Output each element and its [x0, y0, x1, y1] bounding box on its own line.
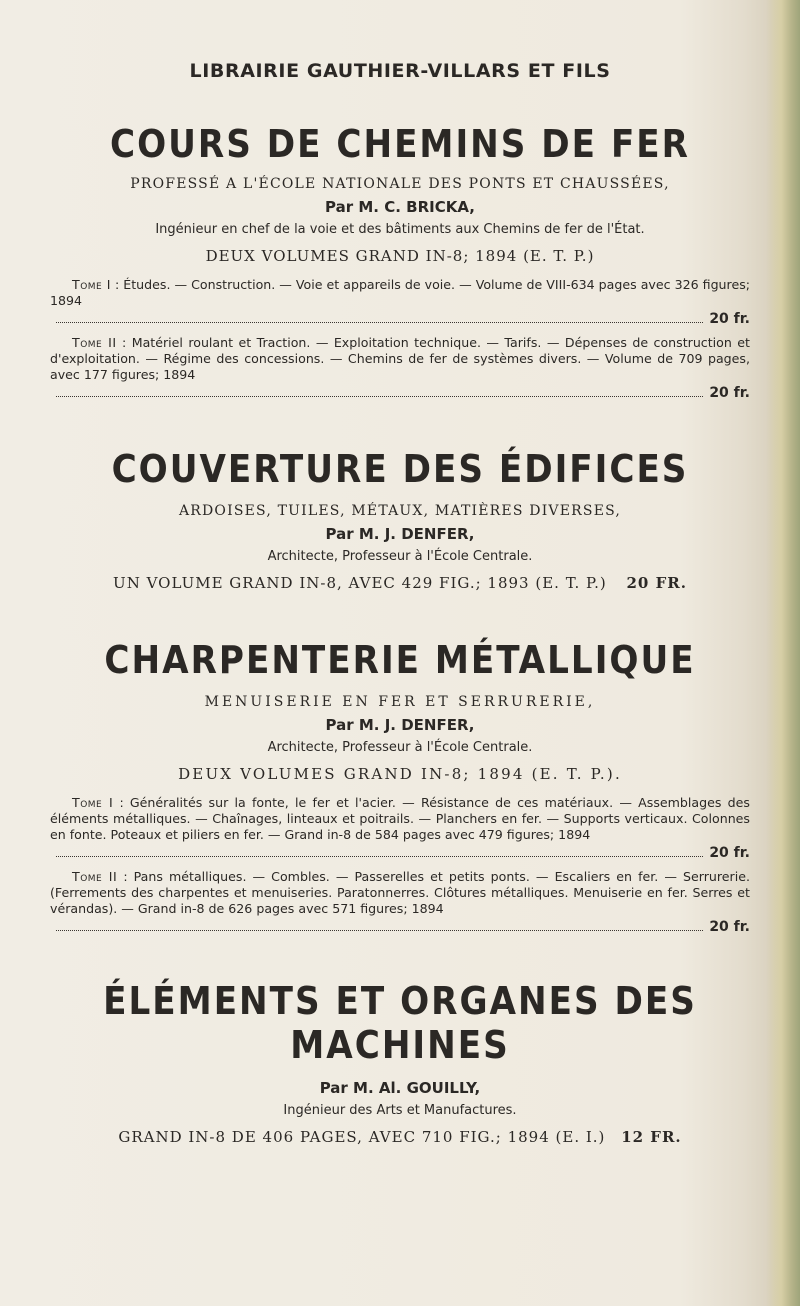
tome-text: : Pans métalliques. — Combles. — Passerelles et petits ponts. — Escaliers en fer. — Serrurerie. (Ferrements des charpentes et menuiseries. Paratonnerres. Clôtures métalliques. Menuiserie en fer. Serres et vérandas). — Grand in-8 de 626 pages avec 571 figures; 1894 [50, 869, 750, 916]
tome-label: Tome II [72, 335, 117, 350]
tome-price: 20 fr. [709, 845, 750, 861]
volume-price: 20 FR. [626, 574, 687, 592]
volume-info: DEUX VOLUMES GRAND IN-8; 1894 (E. T. P.) [205, 247, 595, 265]
publisher-header: LIBRAIRIE GAUTHIER-VILLARS ET FILS [189, 60, 611, 82]
tome-price: 20 fr. [709, 385, 750, 401]
tome-price: 20 fr. [709, 311, 750, 327]
catalog-content [50, 60, 750, 1158]
page-edge [766, 0, 800, 1306]
section-elements-machines [50, 979, 750, 1146]
section-title: COUVERTURE DES ÉDIFICES [111, 447, 689, 491]
tome-text: : Généralités sur la fonte, le fer et l'acier. — Résistance de ces matériaux. — Assemblages des éléments métalliques. — Chaînages, linteaux et poitrails. — Planchers en fer. — Supports verticaux. Colonnes en fonte. Poteaux et piliers en fer. — Grand in-8 de 584 pages avec 479 figures; 1894 [50, 795, 750, 842]
tome-entry [50, 277, 750, 309]
section-title: CHARPENTERIE MÉTALLIQUE [104, 638, 696, 682]
tome-text: : Matériel roulant et Traction. — Exploitation technique. — Tarifs. — Dépenses de construction et d'exploitation. — Régime des concessions. — Chemins de fer de systèmes divers. — Volume de 709 pages, avec 177 figures; 1894 [50, 335, 750, 382]
tome-label: Tome I [72, 795, 114, 810]
section-author: Par M. Al. GOUILLY, [319, 1079, 481, 1097]
tome-entry [50, 335, 750, 383]
volume-info [50, 1128, 750, 1146]
section-author: Par M. C. BRICKA, [325, 198, 475, 216]
dot-leader [56, 396, 703, 397]
tome-price-row [50, 919, 750, 935]
dot-leader [56, 930, 703, 931]
tome-label: Tome II [72, 869, 118, 884]
section-subtitle: ARDOISES, TUILES, MÉTAUX, MATIÈRES DIVERSES, [178, 503, 622, 519]
dot-leader [56, 856, 703, 857]
tome-price: 20 fr. [709, 919, 750, 935]
tome-price-row [50, 845, 750, 861]
author-role: Ingénieur des Arts et Manufactures. [283, 1103, 517, 1118]
tome-entry [50, 795, 750, 843]
volume-price: 12 FR. [621, 1128, 682, 1146]
tome-text: : Études. — Construction. — Voie et appareils de voie. — Volume de VIII-634 pages avec 326 figures; 1894 [50, 277, 750, 308]
volume-text: GRAND IN-8 DE 406 PAGES, AVEC 710 FIG.; 1894 (E. I.) [118, 1128, 606, 1146]
section-subtitle: MENUISERIE EN FER ET SERRURERIE, [204, 694, 596, 710]
author-role: Architecte, Professeur à l'École Centrale. [267, 549, 533, 564]
section-author: Par M. J. DENFER, [325, 525, 475, 543]
author-role: Ingénieur en chef de la voie et des bâtiments aux Chemins de fer de l'État. [155, 222, 645, 237]
author-role: Architecte, Professeur à l'École Centrale. [267, 740, 533, 755]
section-chemins-de-fer [50, 122, 750, 401]
tome-price-row [50, 385, 750, 401]
volume-text: UN VOLUME GRAND IN-8, AVEC 429 FIG.; 1893 (E. T. P.) [113, 574, 607, 592]
section-title: COURS DE CHEMINS DE FER [109, 122, 690, 166]
volume-info [50, 574, 750, 592]
dot-leader [56, 322, 703, 323]
section-author: Par M. J. DENFER, [325, 716, 475, 734]
tome-label: Tome I [72, 277, 111, 292]
tome-price-row [50, 311, 750, 327]
section-couverture [50, 447, 750, 592]
section-subtitle: PROFESSÉ A L'ÉCOLE NATIONALE DES PONTS ET CHAUSSÉES, [130, 176, 670, 192]
section-charpenterie [50, 638, 750, 935]
tome-entry [50, 869, 750, 917]
section-title: ÉLÉMENTS ET ORGANES DES MACHINES [103, 979, 697, 1067]
volume-info: DEUX VOLUMES GRAND IN-8; 1894 (E. T. P.). [178, 765, 622, 783]
